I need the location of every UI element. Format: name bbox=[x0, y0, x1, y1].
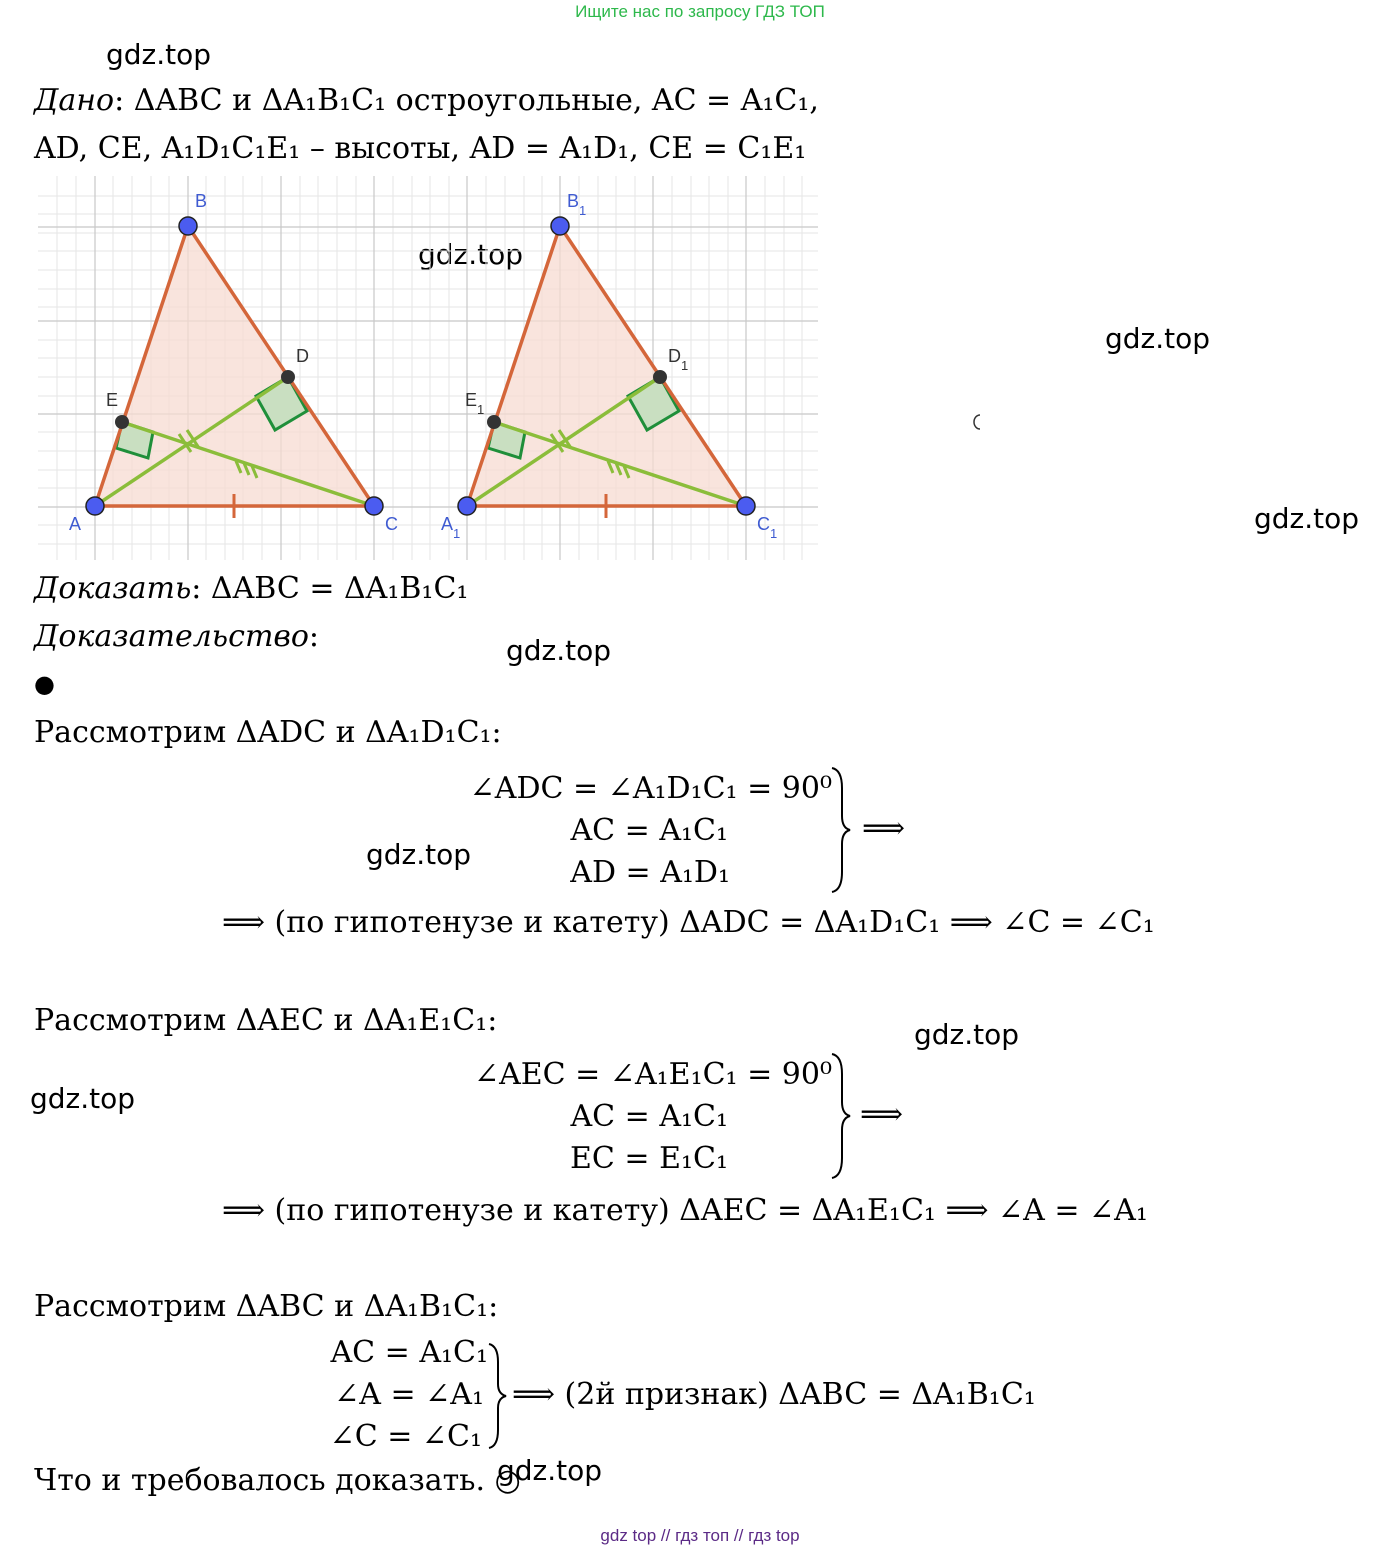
given-line-1 bbox=[34, 84, 819, 118]
step2-condition-2: AC = A₁C₁ bbox=[570, 1099, 728, 1134]
step2-condition-3: EC = E₁C₁ bbox=[570, 1141, 728, 1176]
step1-condition-2: AC = A₁C₁ bbox=[570, 813, 728, 848]
step1-condition-3: AD = A₁D₁ bbox=[570, 855, 730, 890]
label-a1: $A_1$ bbox=[441, 514, 461, 541]
watermark: gdz.top bbox=[366, 838, 472, 871]
step1-conclusion: ⟹ (по гипотенузе и катету) ΔADC = ΔA₁D₁C₁ ⟹ ∠C = ∠C₁ bbox=[222, 905, 1155, 940]
footer-links[interactable]: gdz top // гдз топ // гдз top bbox=[600, 1526, 800, 1545]
watermark: gdz.top bbox=[30, 1082, 136, 1115]
watermark: gdz.top bbox=[1105, 322, 1211, 355]
step1-arrow: ⟹ bbox=[862, 811, 906, 846]
step3-brace bbox=[486, 1342, 510, 1450]
step1-intro: Рассмотрим ΔADC и ΔA₁D₁C₁: bbox=[34, 715, 502, 750]
label-c1: $C_1$ bbox=[757, 514, 778, 541]
bullet: ● bbox=[34, 670, 55, 698]
label-c: C bbox=[385, 514, 398, 534]
label-d1: $D_1$ bbox=[668, 346, 689, 373]
watermark: gdz.top bbox=[914, 1018, 1020, 1051]
qed-text: Что и требовалось доказать. ○ bbox=[34, 1463, 521, 1498]
step3-condition-2: ∠A = ∠A₁ bbox=[334, 1377, 484, 1412]
top-banner[interactable]: Ищите нас по запросу ГДЗ ТОП bbox=[575, 2, 825, 21]
given-text-1: : ΔABC и ΔA₁B₁C₁ остроугольные, AC = A₁C₁, bbox=[114, 83, 819, 118]
stray-mark bbox=[970, 412, 984, 432]
watermark: gdz.top bbox=[497, 1454, 603, 1487]
prove-text: : ΔABC = ΔA₁B₁C₁ bbox=[191, 571, 469, 606]
step1-brace bbox=[828, 766, 854, 894]
geometry-figure bbox=[38, 176, 818, 560]
prove-label: Доказать bbox=[34, 571, 192, 606]
step2-intro: Рассмотрим ΔAEC и ΔA₁E₁C₁: bbox=[34, 1003, 498, 1038]
triangle-abc bbox=[86, 217, 383, 518]
triangle-a1b1c1 bbox=[458, 217, 755, 518]
proof-colon: : bbox=[308, 619, 320, 654]
label-b1: $B_1$ bbox=[567, 191, 587, 218]
watermark: gdz.top bbox=[506, 634, 612, 667]
step2-condition-1: ∠AEC = ∠A₁E₁C₁ = 90⁰ bbox=[473, 1057, 832, 1092]
step2-arrow: ⟹ bbox=[860, 1097, 904, 1132]
watermark: gdz.top bbox=[1254, 502, 1360, 535]
proof-label: Доказательство bbox=[34, 619, 309, 654]
step2-conclusion: ⟹ (по гипотенузе и катету) ΔAEC = ΔA₁E₁C₁ ⟹ ∠A = ∠A₁ bbox=[222, 1193, 1148, 1228]
label-e1: $E_1$ bbox=[465, 390, 485, 417]
step3-intro: Рассмотрим ΔABC и ΔA₁B₁C₁: bbox=[34, 1289, 499, 1324]
label-d: D bbox=[296, 346, 309, 366]
step2-brace bbox=[828, 1052, 854, 1180]
given-line-2: AD, CE, A₁D₁C₁E₁ – высоты, AD = A₁D₁, CE = C₁E₁ bbox=[34, 131, 807, 166]
step3-result: ⟹ (2й признак) ΔABC = ΔA₁B₁C₁ bbox=[512, 1377, 1036, 1412]
step1-condition-1: ∠ADC = ∠A₁D₁C₁ = 90⁰ bbox=[469, 771, 832, 806]
prove-line bbox=[34, 572, 468, 606]
step3-condition-1: AC = A₁C₁ bbox=[330, 1335, 488, 1370]
label-a: A bbox=[69, 514, 82, 534]
given-label: Дано bbox=[34, 83, 115, 118]
watermark: gdz.top bbox=[418, 238, 524, 271]
step3-condition-3: ∠C = ∠C₁ bbox=[329, 1419, 482, 1454]
label-e: E bbox=[106, 390, 119, 410]
proof-line bbox=[34, 620, 319, 654]
label-b: B bbox=[195, 191, 208, 211]
watermark: gdz.top bbox=[106, 38, 212, 71]
